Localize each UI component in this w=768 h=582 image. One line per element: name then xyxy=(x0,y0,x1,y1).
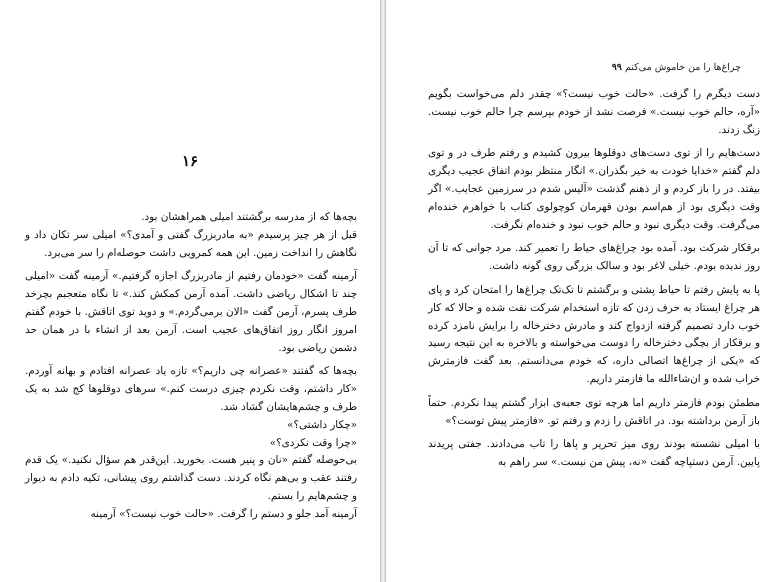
running-head xyxy=(455,62,741,73)
paragraph: با امیلی نشسته بودند روی میز تحریر و پاها را تاب می‌دادند. جفتی پریدند پایین. آرمن دستپاچه گفت «نه، پیش من نیست.» سر راهم به xyxy=(428,438,760,469)
paragraph: دست‌هایم را از توی دست‌های دوقلوها بیرون کشیدم و رفتم طرف در و توی دلم گفتم «خدایا خودت به خیر بگذران.» انگار منتظر بودم اتفاق عجیب دیگری بیفتد. در را باز کردم و از ذهنم گذشت «آلیس شدم در سرزمین عجایب.» اگر وقت دیگری بود از هم‌اسم بودن قهرمان کوچولوی کتاب با خواهرم خنده‌ام می‌گرفت. وقت دیگری نبود و حالم خوب نبود و خنده‌ام نگرفت. xyxy=(428,147,760,231)
left-page xyxy=(0,0,380,582)
paragraph: قبل از هر چیز پرسیدم «به مادربزرگ گفتی و آمدی؟» امیلی سر تکان داد و نگاهش را انداخت زمین. این همه کمرویی داشت حوصله‌ام را سر می‌برد. xyxy=(25,228,357,259)
paragraph: برقکار شرکت بود. آمده بود چراغ‌های حیاط را تعمیر کند. مرد جوانی که تا آن روز ندیده بودم. خیلی لاغر بود و سالک بزرگی روی گونه داشت. xyxy=(428,242,760,273)
paragraph: بچه‌ها که از مدرسه برگشتند امیلی همراهشان بود. xyxy=(141,211,357,223)
paragraph: «چرا وقت نکردی؟» xyxy=(269,436,357,449)
paragraph: آرمینه آمد جلو و دستم را گرفت. «حالت خوب نیست؟» آرمینه xyxy=(90,507,357,520)
paragraph: «چکار داشتی؟» xyxy=(287,418,357,431)
paragraph: پا به پایش رفتم تا حیاط پشتی و برگشتم تا تک‌تک چراغ‌ها را امتحان کرد و پای هر چراغ ایستاد به حرف زدن که تازه استخدام شرکت نفت شده و حالا که کار خوب دارد تصمیم گرفته ازدواج کند و مادرش دخترخاله را برایش نامزد کرده و برقکار از بچگی دخترخاله را دوست می‌خواسته و بالاخره به این نتیجه رسید که «یکی از چراغ‌ها اتصالی داره، که خودم می‌دانستم. بعد گفت فازمترش خراب شده و ان‌شاءالله ما فازمتر داریم. xyxy=(428,283,760,385)
page-number: ۹۹ xyxy=(611,62,622,73)
right-page-body xyxy=(428,86,760,472)
chapter-number: ۱۶ xyxy=(181,152,199,170)
paragraph: بی‌حوصله گفتم «نان و پنیر هست. بخورید. این‌قدر هم سؤال نکنید.» یک قدم رفتند عقب و بی‌هم نگاه کردند. دست گذاشتم روی پیشانی، تکیه دادم به دیوار و چشم‌هایم را بستم. xyxy=(25,454,357,502)
book-title-header: چراغ‌ها را من خاموش می‌کنم xyxy=(624,62,741,73)
left-page-body xyxy=(25,209,357,524)
paragraph: آرمینه گفت «خودمان رفتیم از مادربزرگ اجازه گرفتیم.» آرمینه گفت «امیلی چند تا اشکال ریاضی داشت. آمده آرمن کمکش کند.» تا نگاه متعجبم بچرخد طرف پسرم، آرمن گفت «الان برمی‌گردم.» و دوید توی اتاقش. با خودم گفتم امروز انگار روز اتفاق‌های عجیب است. آرمن بعد از انشاء با در همان حد دشمن ریاضی بود. xyxy=(25,270,357,354)
paragraph: دست دیگرم را گرفت. «حالت خوب نیست؟» چقدر دلم می‌خواست بگویم «آره، حالم خوب نیست.» فرصت نشد از خودم بپرسم چرا حالم خوب نیست. زنگ زدند. xyxy=(428,88,760,136)
paragraph: مطمئن بودم فازمتر داریم اما هرچه توی جعبه‌ی ابزار گشتم پیدا نکردم. حتماً باز آرمن برداشته بود. در اتاقش را زدم و رفتم تو. «فازمتر پیش توست؟» xyxy=(428,396,760,427)
paragraph: بچه‌ها که گفتند «عصرانه چی داریم؟» تازه یاد عصرانه افتادم و بهانه آوردم. «کار داشتم، وقت نکردم چیزی درست کنم.» سرهای دوقلوها کج شد به یک طرف و چشم‌هایشان گشاد شد. xyxy=(25,365,357,413)
